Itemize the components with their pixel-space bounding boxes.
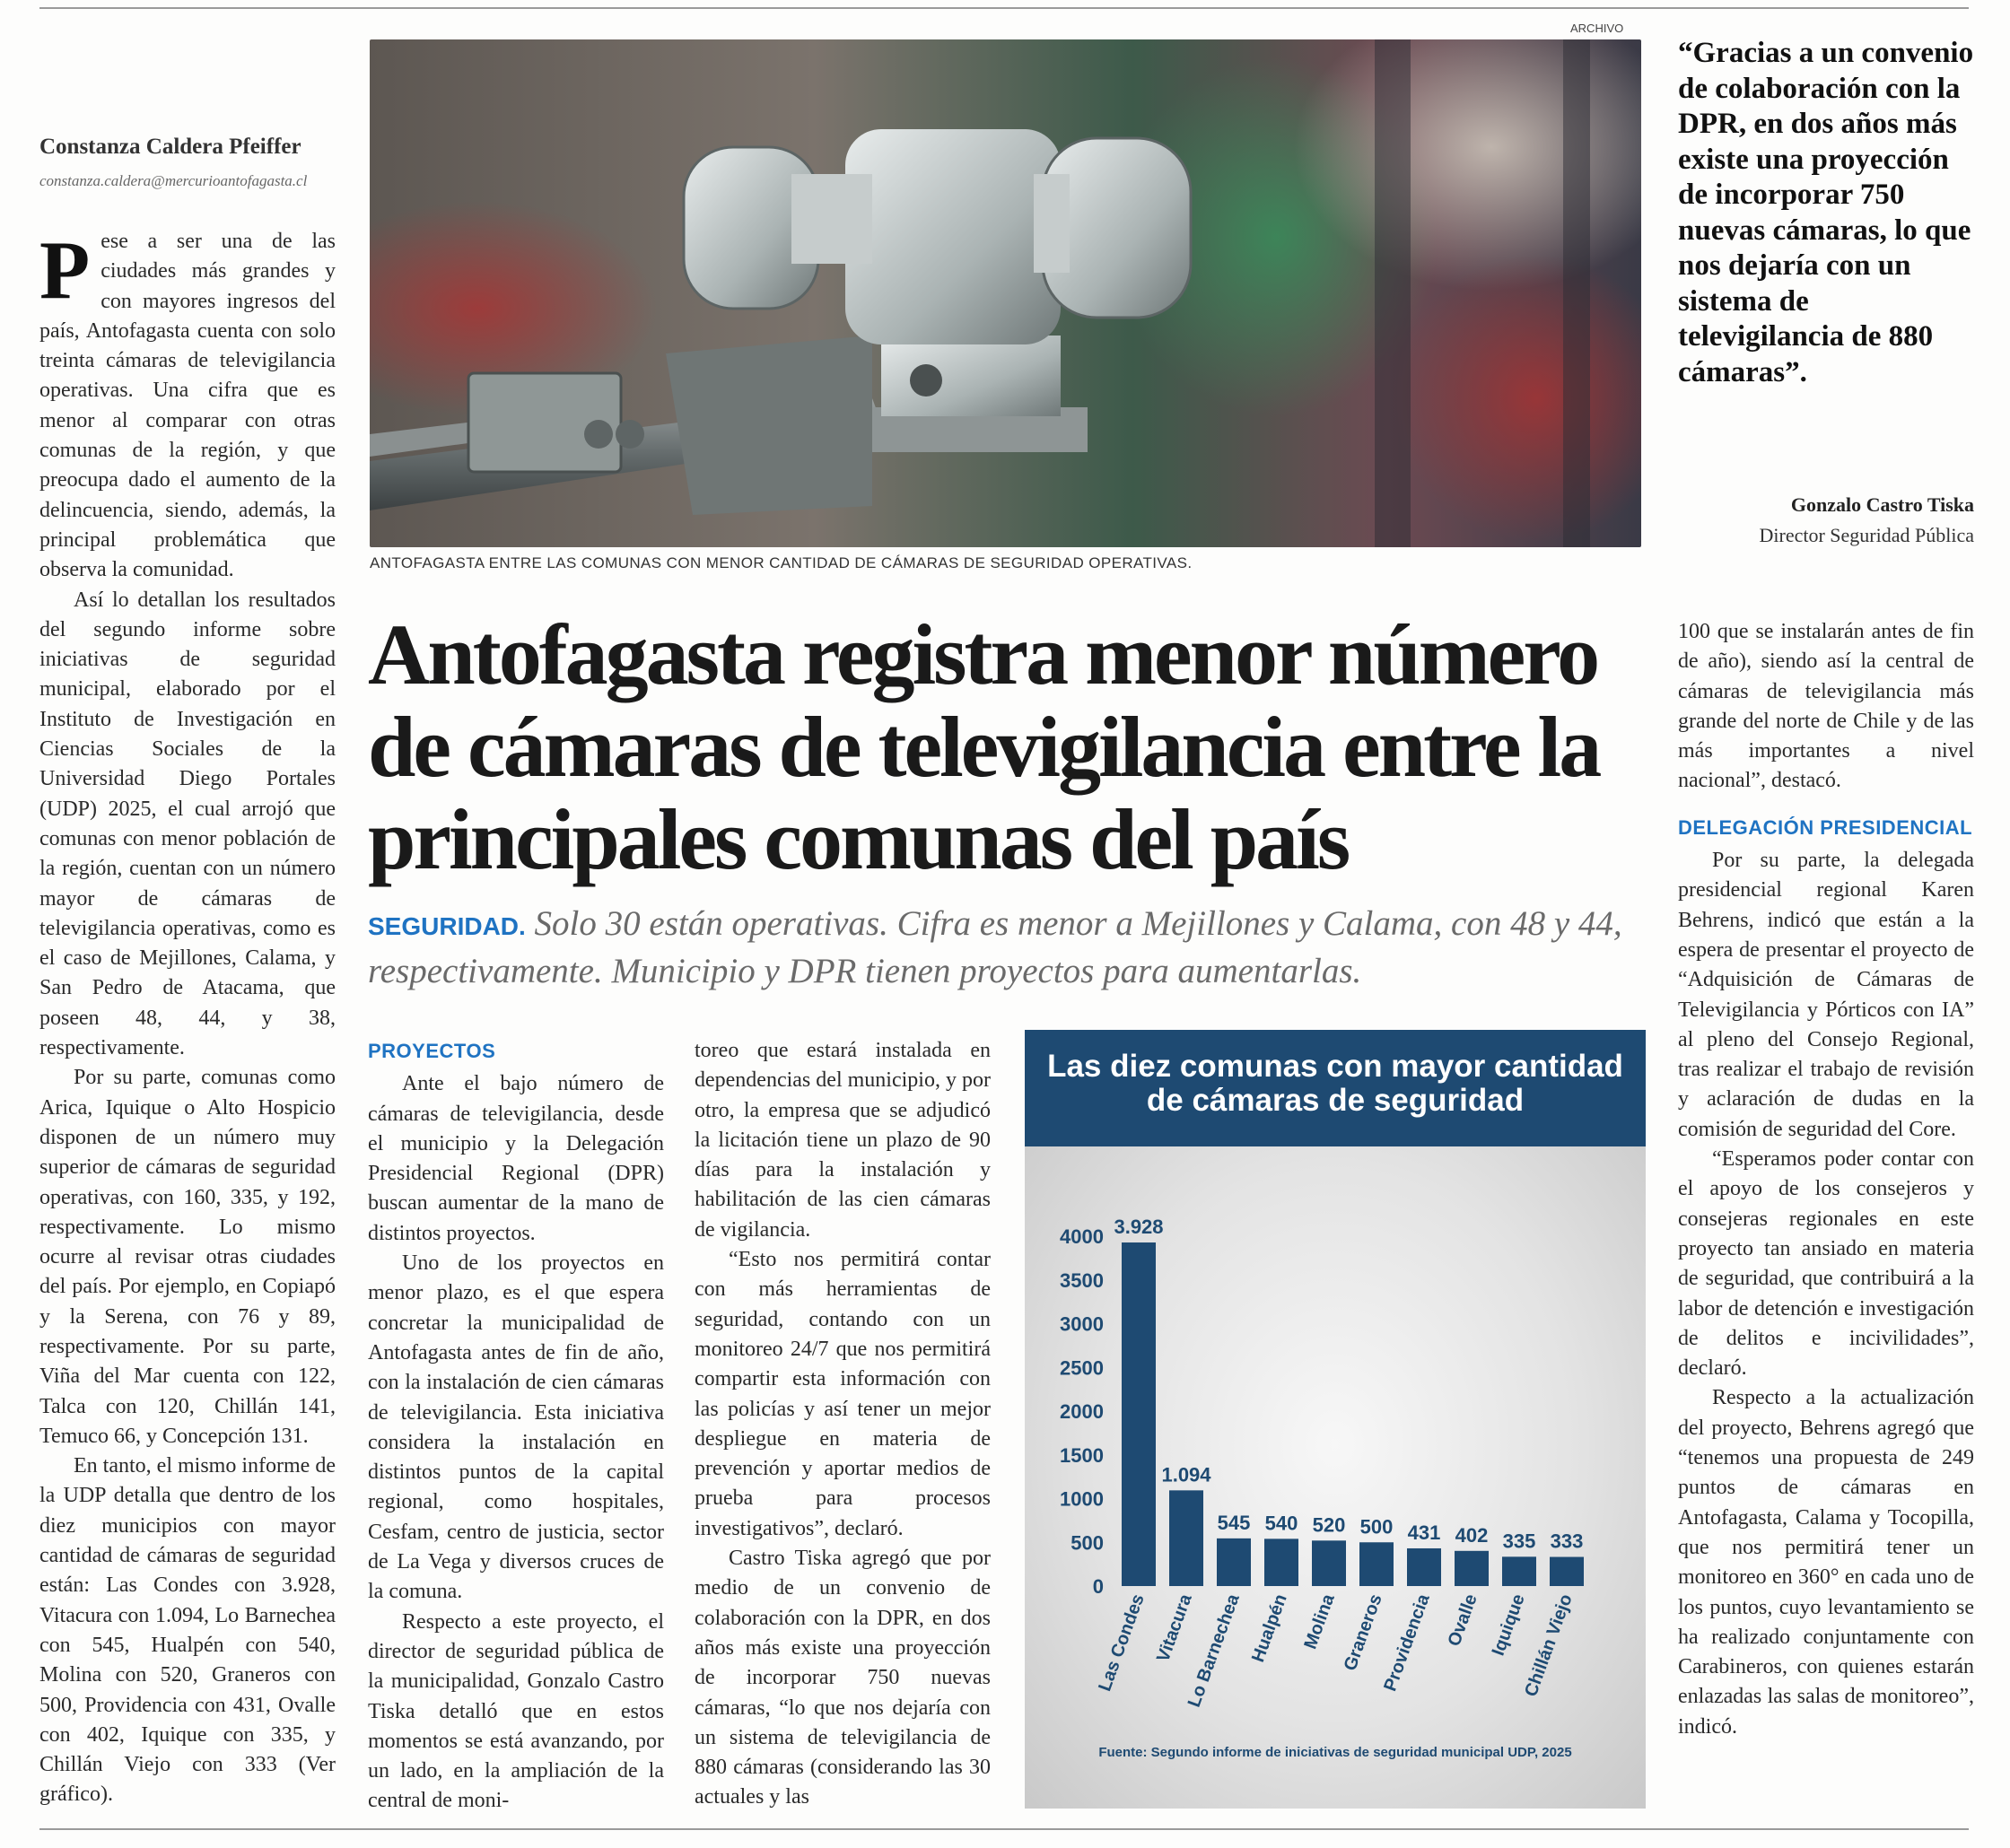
paragraph: En tanto, el mismo informe de la UDP detalla que dentro de los diez municipios con mayor cantidad de cámaras de seguridad están: Las Condes con 3.928, Vitacura con 1.094, Lo Barnechea con 545, Hualpén con 540, Molina con 520, Graneros con 500, Providencia con 431, Ovalle con 402, Iquique con 335, y Chillán Viejo con 333 (Ver gráfico). (39, 1454, 336, 1807)
paragraph: 100 que se instalarán antes de fin de año), siendo así la central de cámaras de televigilancia más grande del norte de Chile y de las más importantes a nivel nacional”, destacó. (1678, 620, 1974, 793)
article-column-2 (368, 1036, 664, 1817)
byline-email: constanza.caldera@mercurioantofagasta.cl (39, 172, 308, 189)
bar-value-label: 335 (1502, 1530, 1536, 1553)
bar (1359, 1542, 1394, 1586)
paragraph: Respecto a la actualización del proyecto, Behrens agregó que “tenemos una propuesta de 249 puntos de cámaras en Antofagasta, Calama y Tocopilla, que nos permitirá tener un monitoreo en 360° en cada uno de los puntos, cuyo levantamiento se ha realizado conjuntamente con Carabineros, con quienes estarán enlazadas las salas de monitoreo”, indicó. (1678, 1386, 1974, 1739)
bar-value-label: 500 (1359, 1515, 1394, 1539)
y-tick-label: 1500 (1060, 1443, 1104, 1467)
bar (1264, 1539, 1298, 1586)
bar-value-label: 540 (1264, 1512, 1298, 1535)
bar (1122, 1242, 1156, 1586)
chart-body (1025, 1146, 1646, 1809)
article-column-5 (1678, 617, 1974, 1742)
headline: Antofagasta registra menor número de cámaras de televigilancia entre la principales comunas del país (368, 606, 1600, 887)
paragraph: Castro Tiska agregó que por medio de un convenio de colaboración con la DPR, en dos años más existe una proyección de incorporar 750 nuevas cámaras, “lo que nos dejaría con un sistema de televigilancia de 880 cámaras (considerando las 30 actuales y las (695, 1547, 991, 1809)
bar-value-label: 545 (1217, 1511, 1251, 1534)
bar-value-label: 431 (1407, 1521, 1441, 1544)
x-tick-label: Ovalle (1444, 1591, 1481, 1650)
bar-value-label: 333 (1550, 1530, 1584, 1553)
article-column-1 (39, 224, 336, 1810)
chart-source: Fuente: Segundo informe de iniciativas de seguridad municipal UDP, 2025 (1098, 1745, 1572, 1760)
y-tick-label: 3000 (1060, 1312, 1104, 1336)
paragraph: “Esperamos poder contar con el apoyo de los consejeros y consejeras regionales en este proyecto tan ansiado en materia de seguridad, que contribuirá a la labor de detención e investigación de delitos e incivilidades”, declaró. (1678, 1147, 1974, 1381)
y-tick-label: 0 (1092, 1575, 1104, 1598)
paragraph: Así lo detallan los resultados del segundo informe sobre iniciativas de seguridad municipal, elaborado por el Instituto de Investigación en Ciencias Sociales de la Universidad Diego Portales (UDP) 2025, el cual arrojó que comunas con menor población de la región, cuentan con un número mayor de cámaras de televigilancia operativas, como es el caso de Mejillones, Calama, y San Pedro de Atacama, que poseen 48, 44, y 38, respectivamente. (39, 588, 336, 1060)
bar (1217, 1539, 1251, 1586)
paragraph: “Esto nos permitirá contar con más herramientas de seguridad, contando con un monitoreo 24/7 que nos permitirá compartir esta información con las policías y así tener un mejor despliegue en materia de prevención y aportar medios de prueba para procesos investigativos”, declaró. (695, 1248, 991, 1540)
paragraph: Por su parte, comunas como Arica, Iquique o Alto Hospicio disponen de un número muy superior de cámaras de seguridad operativas, con 160, 335, y 192, respectivamente. Lo mismo ocurre al revisar otras ciudades del país. Por ejemplo, en Copiapó y la Serena, con 76 y 89, respectivamente. Por su parte, Viña del Mar cuenta con 122, Talca con 120, Chillán 141, Temuco 66, y Concepción 131. (39, 1066, 336, 1448)
bar (1312, 1540, 1346, 1586)
quote-role: Director Seguridad Pública (1759, 524, 1974, 546)
x-tick-label: Providencia (1380, 1591, 1434, 1695)
y-tick-label: 1000 (1060, 1487, 1104, 1511)
bar (1502, 1556, 1536, 1586)
paragraph: Ante el bajo número de cámaras de televigilancia, desde el municipio y la Delegación Presidencial Regional (DPR) buscan aumentar de la mano de distintos proyectos. (368, 1072, 664, 1245)
paragraph: Uno de los proyectos en menor plazo, es el que espera concretar la municipalidad de Antofagasta antes de fin de año, con la instalación de cien cámaras de televigilancia. Esta iniciativa considera la instalación en distintos puntos de la capital regional, como hospitales, Cesfam, centro de justicia, sector de La Vega y diversos cruces de la comuna. (368, 1251, 664, 1604)
bar-value-label: 3.928 (1114, 1216, 1164, 1239)
x-tick-label: Graneros (1340, 1591, 1386, 1674)
y-tick-label: 2500 (1060, 1356, 1104, 1380)
top-rule (39, 7, 1969, 9)
x-tick-label: Las Condes (1095, 1591, 1149, 1695)
bar (1550, 1557, 1584, 1586)
bar (1455, 1551, 1489, 1586)
paragraph: toreo que estará instalada en dependencias del municipio, y por otro, la empresa que se adjudicó la licitación tiene un plazo de 90 días para la instalación y habilitación de las cien cámaras de vigilancia. (695, 1039, 991, 1242)
y-tick-label: 500 (1071, 1531, 1104, 1555)
bar (1407, 1548, 1441, 1586)
bottom-rule (39, 1828, 1969, 1830)
x-tick-label: Vitacura (1153, 1591, 1196, 1665)
section-heading-proyectos: PROYECTOS (368, 1040, 496, 1062)
x-tick-label: Hualpén (1248, 1591, 1291, 1665)
bar-value-label: 520 (1312, 1513, 1346, 1537)
article-column-3 (695, 1036, 991, 1813)
y-tick-label: 2000 (1060, 1400, 1104, 1423)
bar-value-label: 1.094 (1161, 1463, 1211, 1486)
y-tick-label: 3500 (1060, 1268, 1104, 1292)
x-tick-label: Molina (1300, 1591, 1339, 1652)
paragraph: Respecto a este proyecto, el director de seguridad pública de la municipalidad, Gonzalo Castro Tiska detalló que en estos momentos se está avanzando, por un lado, en la ampliación de la central de moni- (368, 1609, 664, 1813)
photo-caption: ANTOFAGASTA ENTRE LAS COMUNAS CON MENOR CANTIDAD DE CÁMARAS DE SEGURIDAD OPERATIVAS. (370, 554, 1193, 571)
paragraph: ese a ser una de las ciudades más grandes y con mayores ingresos del país, Antofagasta cuenta con solo treinta cámaras de televigilancia operativas. Una cifra que es menor al comparar con otras comunas de la región, y que preocupa dado el aumento de la delincuencia, siendo, además, la principal problemática que observa la comunidad. (39, 230, 336, 582)
quote-author: Gonzalo Castro Tiska (1790, 493, 1974, 516)
chart-title: Las diez comunas con mayor cantidad de cámaras de seguridad (1047, 1049, 1623, 1118)
pull-quote: “Gracias a un convenio de colaboración con la DPR, en dos años más existe una proyección de incorporar 750 nuevas cámaras, lo que nos dejaría con un sistema de televigilancia de 880 cámaras”. (1678, 37, 1974, 388)
y-tick-label: 4000 (1060, 1225, 1104, 1248)
bar (1169, 1490, 1203, 1586)
byline-author: Constanza Caldera Pfeiffer (39, 135, 302, 159)
deck-text: Solo 30 están operativas. Cifra es menor a Mejillones y Calama, con 48 y 44, respectivamente. Municipio y DPR tienen proyectos para aumentarlas. (368, 904, 1622, 990)
x-tick-label: Chillán Viejo (1521, 1591, 1577, 1700)
x-tick-label: Iquique (1488, 1591, 1529, 1659)
photo-credit: ARCHIVO (1570, 22, 1624, 35)
bar-chart (1025, 1030, 1646, 1809)
x-tick-label: Lo Barnechea (1184, 1591, 1244, 1710)
deck (368, 902, 1642, 994)
deck-kicker: SEGURIDAD. (368, 912, 526, 940)
paragraph: Por su parte, la delegada presidencial regional Karen Behrens, indicó que están a la espera de presentar el proyecto de “Adquisición de Cámaras de Televigilancia y Pórticos con IA” al pleno del Consejo Regional, tras realizar el trabajo de revisión y aclaración de dudas en la comisión de seguridad del Core. (1678, 849, 1974, 1141)
dropcap: P (39, 224, 91, 316)
bar-value-label: 402 (1455, 1523, 1489, 1547)
photo-security-camera (370, 39, 1641, 547)
section-heading-delegacion: DELEGACIÓN PRESIDENCIAL (1678, 815, 1973, 839)
security-camera-image (370, 39, 1641, 547)
chart-plot (1025, 1146, 1646, 1809)
